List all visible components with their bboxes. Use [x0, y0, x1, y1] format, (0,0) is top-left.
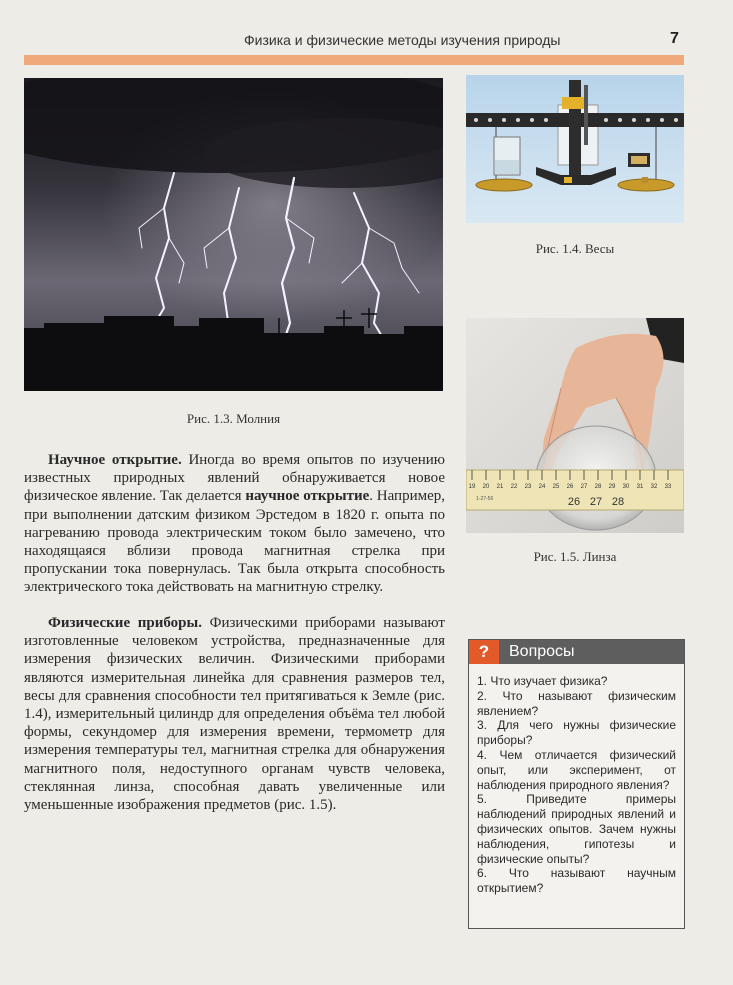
svg-text:33: 33	[664, 484, 672, 490]
svg-text:19: 19	[468, 484, 476, 490]
key-term: научное открытие	[245, 488, 370, 505]
paragraph-text: . Например, при выполнении датским физиком Эрстедом в 1820 г. опыта по нагреванию провода электрическим током было замечено, что находящаяся вблизи провода магнитная стрелка при пропускании тока повернулась. Так была открыта способность электрического тока действовать на магнитную стрелку.	[24, 488, 445, 596]
svg-text:27: 27	[589, 496, 603, 508]
svg-text:23: 23	[524, 484, 532, 490]
lightning-photo	[24, 78, 443, 391]
lens-caption: Рис. 1.5. Линза	[533, 549, 617, 564]
ruler-label: 1-27-56	[476, 496, 494, 502]
paragraph-physical-instruments	[24, 614, 445, 814]
ruler-numbers	[469, 484, 672, 490]
svg-text:21: 21	[496, 484, 504, 490]
question-item: 5. Приведите примеры наблюдений природных явлений и физических опытов. Зачем нужны наблюдения, гипотезы и физические опыты?	[477, 792, 676, 866]
question-item: 6. Что называют научным открытием?	[477, 866, 676, 896]
question-item: 2. Что называют физическим явлением?	[477, 688, 676, 718]
svg-text:28: 28	[611, 496, 625, 508]
questions-list	[469, 664, 684, 896]
paragraph-text: Иногда во время опытов по изучению известных природных явлений обнаруживается новое физическое явление. Так делается	[24, 452, 446, 505]
page-number: 7	[670, 30, 679, 47]
svg-text:26: 26	[566, 484, 574, 490]
svg-text:24: 24	[538, 484, 546, 490]
svg-text:29: 29	[608, 484, 616, 490]
paragraph-heading: Физические приборы.	[48, 615, 202, 631]
balance-scale-illustration	[466, 75, 684, 223]
svg-text:22: 22	[510, 484, 518, 490]
svg-text:25: 25	[552, 484, 560, 490]
lightning-caption: Рис. 1.3. Молния	[186, 411, 281, 426]
questions-box	[468, 639, 685, 929]
running-header-title: Физика и физические методы изучения природы	[244, 32, 561, 48]
lens-photo	[466, 318, 684, 533]
question-item: 1. Что изучает физика?	[477, 674, 608, 688]
svg-text:32: 32	[650, 484, 658, 490]
paragraph-scientific-discovery	[24, 451, 445, 597]
paragraph-heading: Научное открытие.	[48, 452, 182, 468]
lightning-illustration	[24, 78, 443, 391]
question-item: 3. Для чего нужны физические приборы?	[477, 718, 676, 748]
paragraph-text: Физическими приборами называют изготовленные человеком устройства, предназначенные для измерения физических величин. Физическими приборами являются измерительная линейка для сравнения размеров тел, весы для сравнения способности тел притягиваться к Земле (рис. 1.4), измерительный цилиндр для определения объёма тел любой формы, секундомер для измерения времени, термометр для измерения температуры тел, магнитная стрелка для обнаружения магнитного поля, недоступного органам чувств человека, стеклянная линза, способная давать увеличенные или уменьшенные изображения предметов (рис. 1.5).	[24, 615, 445, 814]
svg-text:28: 28	[594, 484, 602, 490]
question-item: 4. Чем отличается физический опыт, или эксперимент, от наблюдения природного явления?	[477, 747, 676, 792]
svg-text:31: 31	[636, 484, 644, 490]
lens-magnified-numbers	[568, 496, 624, 508]
svg-text:20: 20	[482, 484, 490, 490]
question-mark-icon: ?	[469, 640, 499, 664]
scales-photo	[466, 75, 684, 223]
svg-text:30: 30	[622, 484, 630, 490]
svg-text:26: 26	[567, 496, 581, 508]
header-rule	[24, 55, 684, 65]
scales-caption: Рис. 1.4. Весы	[535, 241, 615, 256]
svg-text:27: 27	[580, 484, 588, 490]
questions-header	[469, 640, 684, 664]
questions-title: Вопросы	[509, 643, 575, 660]
lens-illustration	[466, 318, 684, 533]
